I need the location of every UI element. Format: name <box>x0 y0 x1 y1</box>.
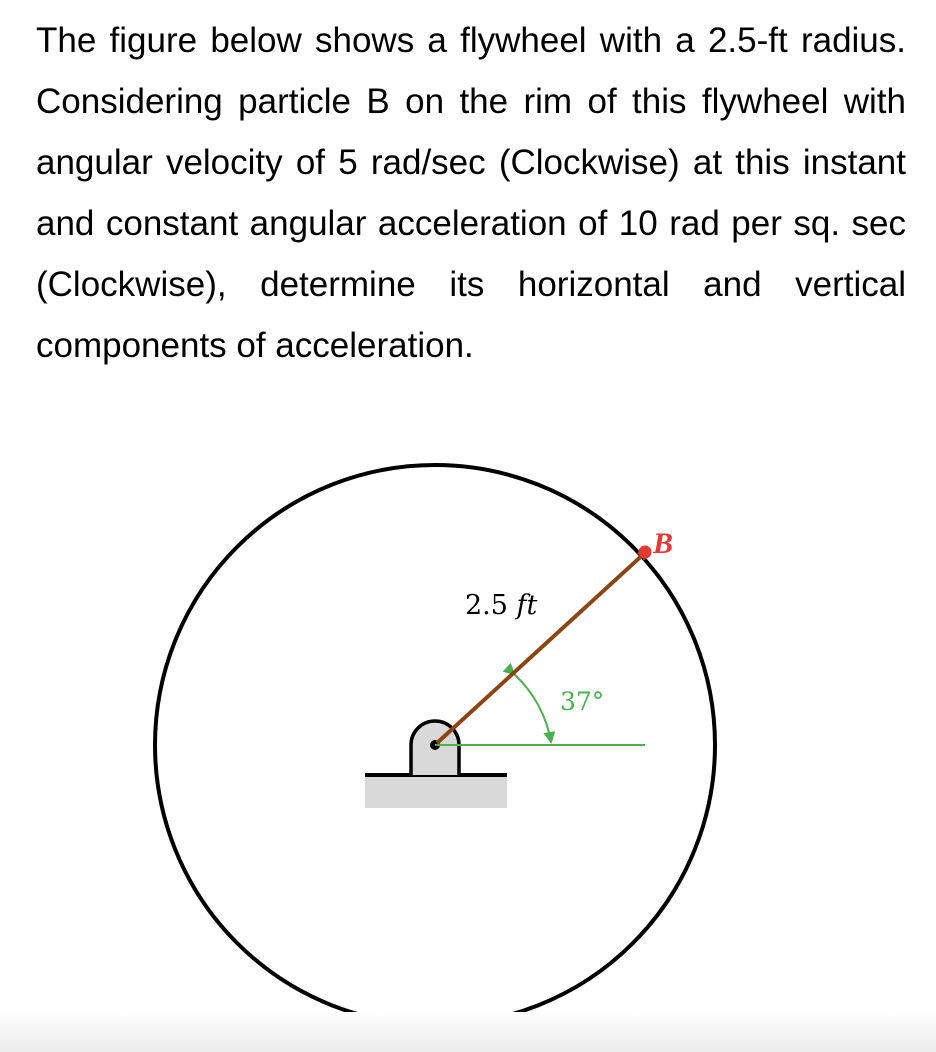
angle-label: 37° <box>560 687 605 716</box>
problem-statement: The figure below shows a flywheel with a 2.5-ft radius. Considering particle B on the rim of this flywheel with angular velocity of 5 rad/sec (Clockwise) at this instant and constant angular acceleration of 10 rad per sq. sec (Clockwise), determine its horizontal and vertical components of acceleration. <box>36 21 906 365</box>
radius-label <box>465 590 538 621</box>
angle-arc <box>514 674 551 742</box>
radius-label-unit: ft <box>516 590 538 621</box>
particle-b-dot <box>639 546 652 559</box>
point-b-label: B <box>653 527 674 560</box>
radius-label-value: 2.5 <box>465 590 508 621</box>
bottom-edge-shade <box>0 1012 936 1052</box>
ground-hatch <box>365 776 507 808</box>
